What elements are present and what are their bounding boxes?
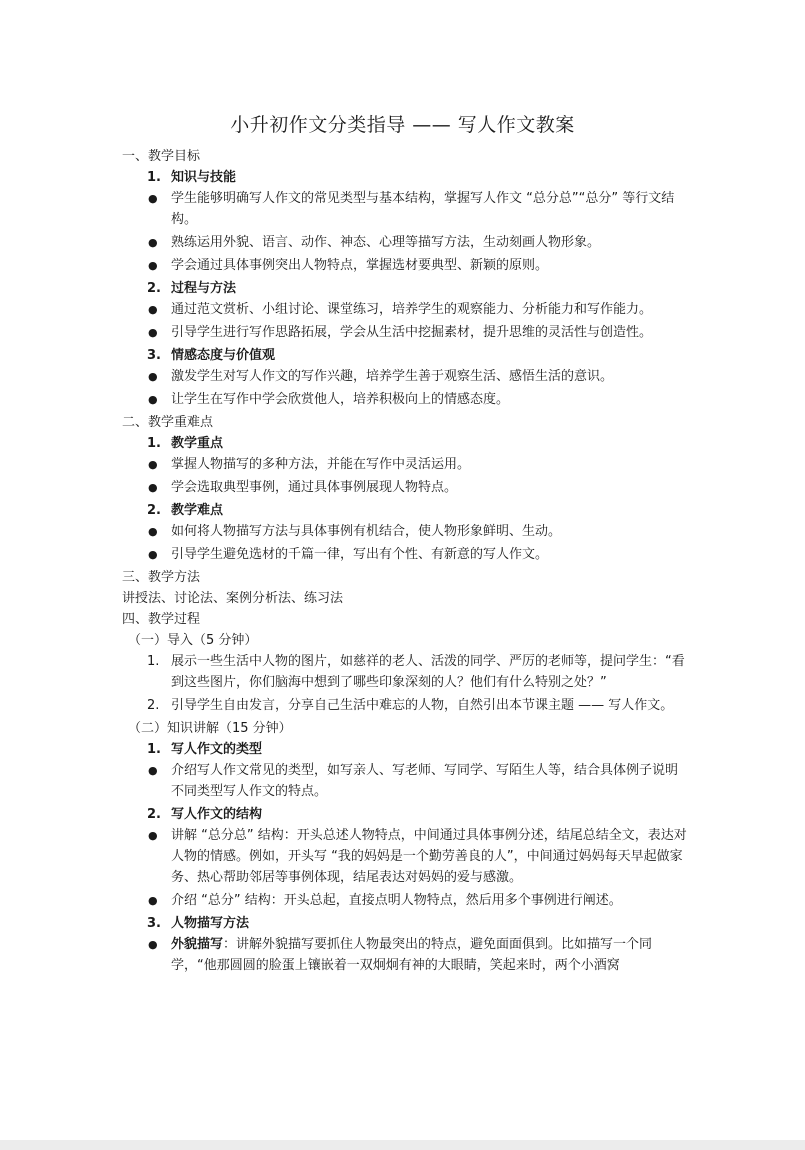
- subsection-number: 1.: [147, 436, 161, 451]
- list-item: ● 外貌描写：讲解外貌描写要抓住人物最突出的特点，避免面面俱到。比如描写一个同学，“他那圆圆的脸蛋上镶嵌着一双炯炯有神的大眼睛，笑起来时，两个小酒窝: [122, 934, 687, 976]
- subsection-title: 情感态度与价值观: [171, 348, 276, 363]
- subsection-title: 知识与技能: [171, 170, 237, 185]
- subsection-number: 3.: [147, 916, 161, 931]
- subsection-title: 写人作文的类型: [171, 742, 263, 757]
- bullet-icon: ●: [148, 481, 158, 494]
- bullet-icon: ●: [148, 303, 158, 316]
- subsection-title: 教学重点: [171, 436, 224, 451]
- bullet-icon: ●: [148, 370, 158, 383]
- subsection-heading: [122, 167, 687, 188]
- subsection-title: 教学难点: [171, 503, 224, 518]
- paragraph: 讲授法、讨论法、案例分析法、练习法: [122, 591, 344, 606]
- subsection-heading: [122, 433, 687, 454]
- document-title: 小升初作文分类指导 —— 写人作文教案: [230, 114, 575, 136]
- section-heading: 四、教学过程: [122, 612, 201, 627]
- bullet-icon: ●: [148, 393, 158, 406]
- subsection-heading: [122, 739, 687, 760]
- item-number: 2.: [147, 698, 160, 713]
- bullet-icon: ●: [148, 192, 158, 205]
- subsection-number: 2.: [147, 807, 161, 822]
- section-heading: 一、教学目标: [122, 149, 201, 164]
- list-item: ● 介绍 “总分” 结构：开头总起，直接点明人物特点，然后用多个事例进行阐述。: [122, 890, 687, 911]
- bullet-icon: ●: [148, 326, 158, 339]
- subsection-title: 过程与方法: [171, 281, 237, 296]
- list-item: ● 学会通过具体事例突出人物特点，掌握选材要典型、新颖的原则。: [122, 255, 687, 276]
- list-item: ● 介绍写人作文常见的类型，如写亲人、写老师、写同学、写陌生人等，结合具体例子说明不同类型写人作文的特点。: [122, 760, 687, 802]
- list-item: ● 熟练运用外貌、语言、动作、神态、心理等描写方法，生动刻画人物形象。: [122, 232, 687, 253]
- list-item: ● 如何将人物描写方法与具体事例有机结合，使人物形象鲜明、生动。: [122, 521, 687, 542]
- list-item: ● 引导学生避免选材的千篇一律，写出有个性、有新意的写人作文。: [122, 544, 687, 565]
- subsection-title: 人物描写方法: [171, 916, 250, 931]
- subsection-heading: [122, 278, 687, 299]
- bullet-icon: ●: [148, 525, 158, 538]
- bullet-icon: ●: [148, 764, 158, 777]
- list-item: ● 讲解 “总分总” 结构：开头总述人物特点，中间通过具体事例分述，结尾总结全文，表达对人物的情感。例如，开头写 “我的妈妈是一个勤劳善良的人”，中间通过妈妈每天早起做家务、热心帮助邻居等事例体现，结尾表达对妈妈的爱与感激。: [122, 825, 687, 888]
- bullet-icon: ●: [148, 548, 158, 561]
- ordered-item: 2. 引导学生自由发言，分享自己生活中难忘的人物，自然引出本节课主题 —— 写人作文。: [122, 695, 687, 716]
- subsection-heading: [122, 913, 687, 934]
- subsection-number: 2.: [147, 281, 161, 296]
- list-item: ● 掌握人物描写的多种方法，并能在写作中灵活运用。: [122, 454, 687, 475]
- bullet-icon: ●: [148, 259, 158, 272]
- subsection-number: 1.: [147, 742, 161, 757]
- list-item: ● 学会选取典型事例，通过具体事例展现人物特点。: [122, 477, 687, 498]
- subsection-number: 2.: [147, 503, 161, 518]
- list-item: ● 激发学生对写人作文的写作兴趣，培养学生善于观察生活、感悟生活的意识。: [122, 366, 687, 387]
- bullet-icon: ●: [148, 236, 158, 249]
- ordered-item: 1. 展示一些生活中人物的图片，如慈祥的老人、活泼的同学、严厉的老师等，提问学生：“看到这些图片，你们脑海中想到了哪些印象深刻的人？他们有什么特别之处？”: [122, 651, 687, 693]
- part-heading: （二）知识讲解（15 分钟）: [128, 721, 292, 736]
- item-lead: 外貌描写: [171, 937, 224, 952]
- list-item: ● 学生能够明确写人作文的常见类型与基本结构，掌握写人作文 “总分总”“总分” 等行文结构。: [122, 188, 687, 230]
- subsection-heading: [122, 804, 687, 825]
- subsection-heading: [122, 500, 687, 521]
- subsection-heading: [122, 345, 687, 366]
- subsection-title: 写人作文的结构: [171, 807, 263, 822]
- list-item: ● 让学生在写作中学会欣赏他人，培养积极向上的情感态度。: [122, 389, 687, 410]
- bullet-icon: ●: [148, 894, 158, 907]
- bullet-icon: ●: [148, 458, 158, 471]
- section-heading: 二、教学重难点: [122, 415, 214, 430]
- bullet-icon: ●: [148, 938, 158, 951]
- section-heading: 三、教学方法: [122, 570, 201, 585]
- list-item: ● 通过范文赏析、小组讨论、课堂练习，培养学生的观察能力、分析能力和写作能力。: [122, 299, 687, 320]
- item-number: 1.: [147, 654, 160, 669]
- list-item: ● 引导学生进行写作思路拓展，学会从生活中挖掘素材，提升思维的灵活性与创造性。: [122, 322, 687, 343]
- subsection-number: 3.: [147, 348, 161, 363]
- part-heading: （一）导入（5 分钟）: [128, 633, 258, 648]
- document-body: [122, 146, 687, 978]
- bullet-icon: ●: [148, 829, 158, 842]
- subsection-number: 1.: [147, 170, 161, 185]
